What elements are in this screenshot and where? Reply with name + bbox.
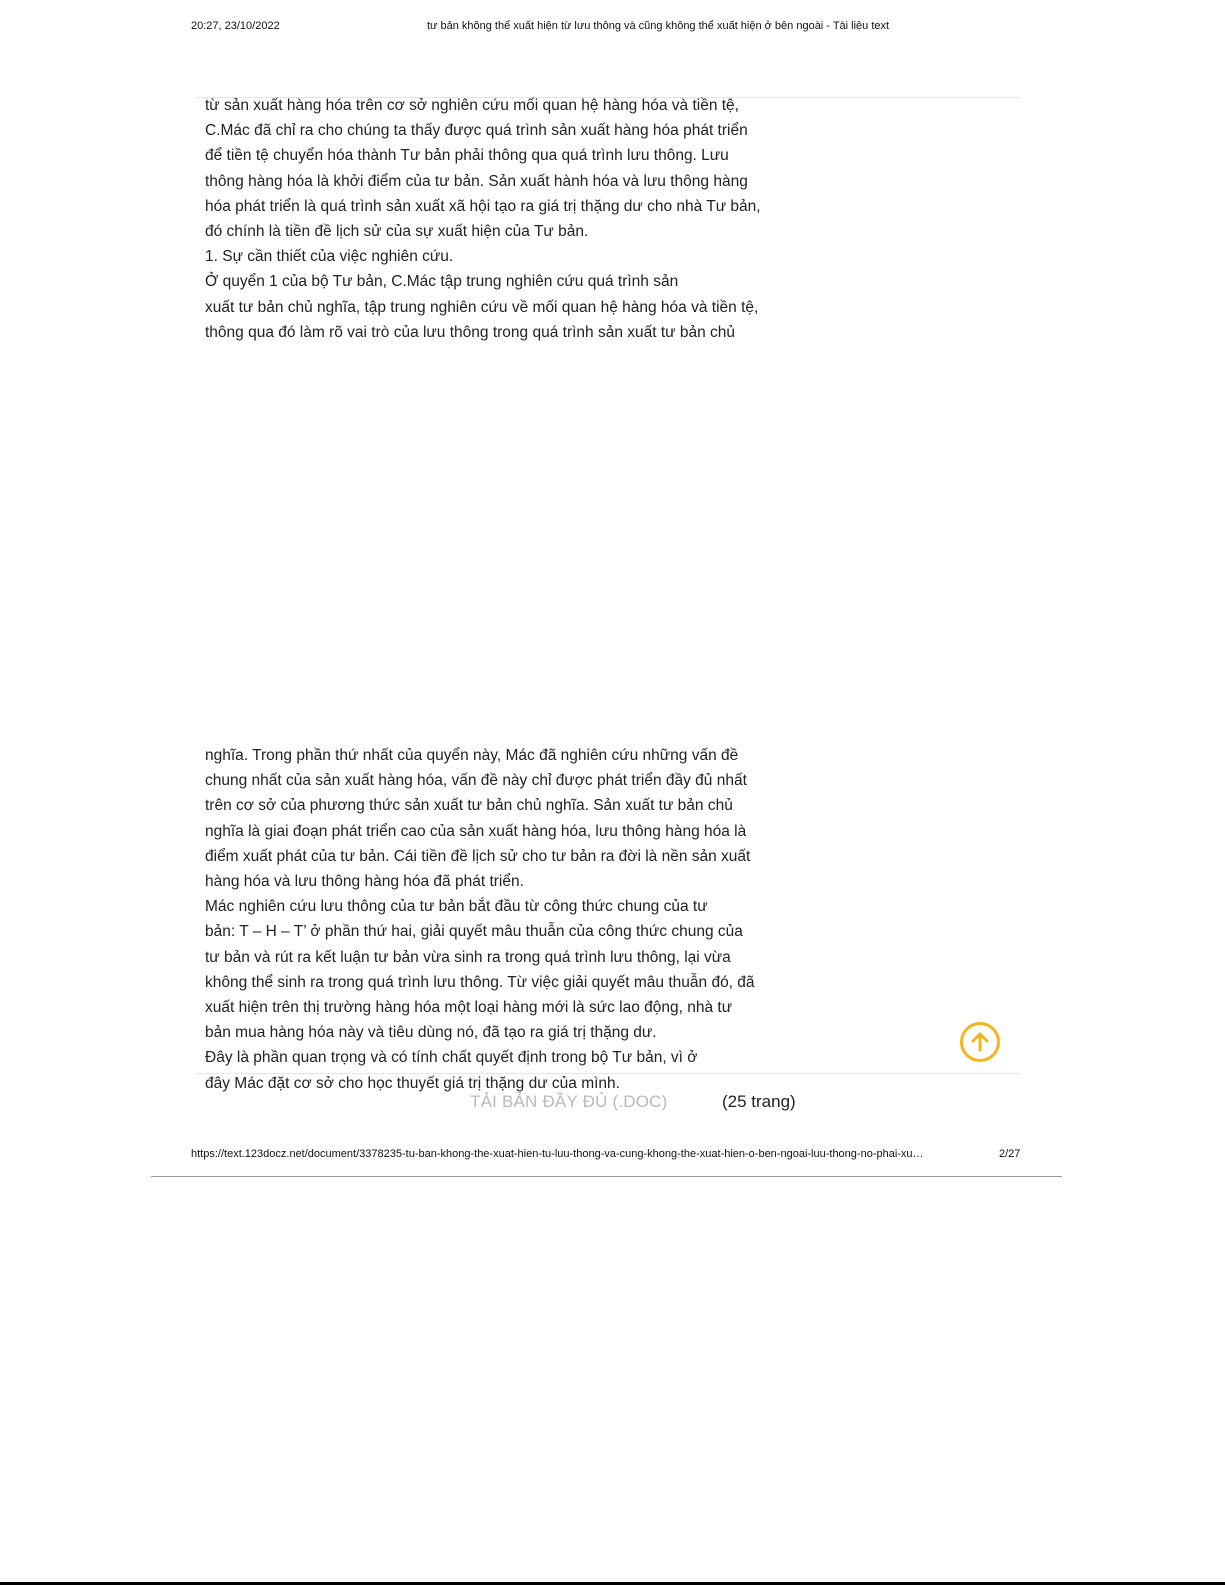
page-separator xyxy=(151,1176,1062,1177)
text-line: nghĩa. Trong phần thứ nhất của quyển này, Mác đã nghiên cứu những vấn đề xyxy=(205,747,739,764)
text-line: đó chính là tiền đề lịch sử của sự xuất hiện của Tư bản. xyxy=(205,223,589,241)
text-line: điểm xuất phát của tư bản. Cái tiền đề lịch sử cho tư bản ra đời là nền sản xuất xyxy=(205,847,751,865)
text-line: Ở quyển 1 của bộ Tư bản, C.Mác tập trung nghiên cứu quá trình sản xyxy=(205,273,679,291)
arrow-up-icon xyxy=(968,1030,992,1054)
print-page-number: 2/27 xyxy=(999,1148,1021,1160)
text-line: bản mua hàng hóa này và tiêu dùng nó, đã tạo ra giá trị thặng dư. xyxy=(205,1024,657,1042)
text-line: tư bản và rút ra kết luận tư bản vừa sinh ra trong quá trình lưu thông, lại vừa xyxy=(205,948,731,966)
text-line: hóa phát triển là quá trình sản xuất xã hội tạo ra giá trị thặng dư cho nhà Tư bản, xyxy=(205,197,761,215)
text-line: trên cơ sở của phương thức sản xuất tư bản chủ nghĩa. Sản xuất tư bản chủ xyxy=(205,797,733,815)
text-line: thông hàng hóa là khởi điểm của tư bản. Sản xuất hành hóa và lưu thông hàng xyxy=(205,172,748,190)
section-heading: 1. Sự cần thiết của việc nghiên cứu. xyxy=(205,248,454,266)
text-line: xuất hiện trên thị trường hàng hóa một loại hàng mới là sức lao động, nhà tư xyxy=(205,999,733,1017)
text-line: từ sản xuất hàng hóa trên cơ sở nghiên cứu mối quan hệ hàng hóa và tiền tệ, xyxy=(205,97,739,114)
text-line: đây Mác đặt cơ sở cho học thuyết giá trị thặng dư của mình. xyxy=(205,1074,620,1092)
text-line: không thể sinh ra trong quá trình lưu thông. Từ việc giải quyết mâu thuẫn đó, đã xyxy=(205,973,755,991)
scroll-to-top-button[interactable] xyxy=(960,1022,1000,1062)
page-count: (25 trang) xyxy=(722,1092,796,1111)
text-line: C.Mác đã chỉ ra cho chúng ta thấy được quá trình sản xuất hàng hóa phát triển xyxy=(205,122,748,140)
text-line: hàng hóa và lưu thông hàng hóa đã phát triển. xyxy=(205,873,524,891)
text-line: chung nhất của sản xuất hàng hóa, vấn đề này chỉ được phát triển đầy đủ nhất xyxy=(205,772,747,790)
document-text-block-2 xyxy=(205,743,825,1096)
content-bottom-divider xyxy=(196,1073,1020,1074)
text-line: Mác nghiên cứu lưu thông của tư bản bắt đầu từ công thức chung của tư xyxy=(205,898,708,916)
document-text-block-1 xyxy=(205,93,825,345)
text-line: để tiền tệ chuyển hóa thành Tư bản phải thông qua quá trình lưu thông. Lưu xyxy=(205,147,729,165)
text-line: nghĩa là giai đoạn phát triển cao của sản xuất hàng hóa, lưu thông hàng hóa là xyxy=(205,822,747,840)
text-line: bản: T – H – T’ ở phần thứ hai, giải quyết mâu thuẫn của công thức chung của xyxy=(205,923,743,941)
print-url: https://text.123docz.net/document/3378235-tu-ban-khong-the-xuat-hien-tu-luu-thong-va-cung-khong-the-xuat-hien-o-ben-ngoai-luu-thong-no-phai-xu… xyxy=(191,1148,924,1160)
download-full-doc-link[interactable]: TẢI BẢN ĐẦY ĐỦ (.DOC) xyxy=(470,1092,668,1111)
text-line: xuất tư bản chủ nghĩa, tập trung nghiên cứu về mối quan hệ hàng hóa và tiền tệ, xyxy=(205,298,759,316)
text-line: thông qua đó làm rõ vai trò của lưu thông trong quá trình sản xuất tư bản chủ xyxy=(205,323,736,341)
text-line: Đây là phần quan trọng và có tính chất quyết định trong bộ Tư bản, vì ở xyxy=(205,1049,698,1067)
print-datetime: 20:27, 23/10/2022 xyxy=(191,20,280,32)
print-page-title: tư bản không thể xuất hiện từ lưu thông và cũng không thể xuất hiện ở bên ngoài - Tài liệu text xyxy=(427,20,890,32)
